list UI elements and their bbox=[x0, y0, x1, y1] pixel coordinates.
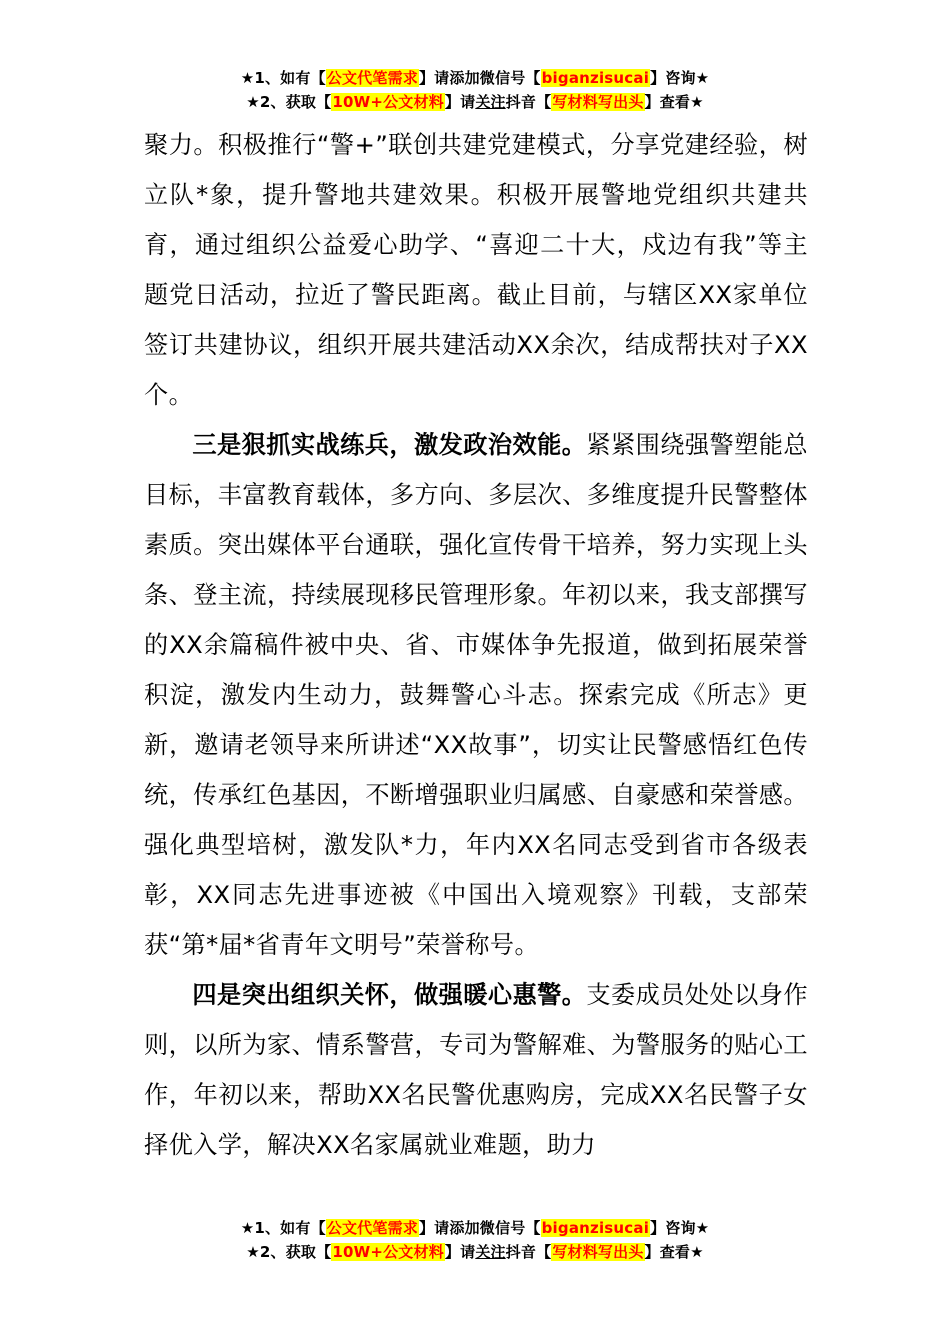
header-promo-banner bbox=[0, 66, 950, 114]
paragraph-continued: 聚力。积极推行“警+”联创共建党建模式，分享党建经验，树立队*象，提升警地共建效果。积极开展警地党组织共建共育，通过组织公益爱心助学、“喜迎二十大，戍边有我”等主题党日活动，拉近了警民距离。截止目前，与辖区XX家单位签订共建协议，组织开展共建活动XX余次，结成帮扶对子XX个。 bbox=[144, 131, 808, 409]
promo-highlight: 公文代笔需求 bbox=[326, 69, 418, 87]
promo-line-1: ★1、如有【公文代笔需求】请添加微信号【biganzisucai】咨询★ bbox=[240, 69, 710, 87]
footer-promo-banner bbox=[0, 1216, 950, 1264]
promo-highlight: 10W+公文材料 bbox=[332, 1243, 444, 1261]
paragraph-heading: 三是狠抓实战练兵，激发政治效能。 bbox=[192, 431, 587, 459]
promo-douyin-id: 写材料写出头 bbox=[552, 93, 644, 111]
promo-wechat-id: biganzisucai bbox=[541, 1219, 650, 1237]
document-body bbox=[144, 120, 808, 1170]
promo-wechat-id: biganzisucai bbox=[541, 69, 650, 87]
promo-highlight: 公文代笔需求 bbox=[326, 1219, 418, 1237]
promo-highlight: 10W+公文材料 bbox=[332, 93, 444, 111]
paragraph-heading: 四是突出组织关怀，做强暖心惠警。 bbox=[192, 981, 587, 1009]
promo-douyin-id: 写材料写出头 bbox=[552, 1243, 644, 1261]
paragraph-three: 三是狠抓实战练兵，激发政治效能。紧紧围绕强警塑能总目标，丰富教育载体，多方向、多层次、多维度提升民警整体素质。突出媒体平台通联，强化宣传骨干培养，努力实现上头条、登主流，持续展现移民管理形象。年初以来，我支部撰写的XX余篇稿件被中央、省、市媒体争先报道，做到拓展荣誉积淀，激发内生动力，鼓舞警心斗志。探索完成《所志》更新，邀请老领导来所讲述“XX故事”，切实让民警感悟红色传统，传承红色基因，不断增强职业归属感、自豪感和荣誉感。强化典型培树，激发队*力，年内XX名同志受到省市各级表彰，XX同志先进事迹被《中国出入境观察》刊载，支部荣获“第*届*省青年文明号”荣誉称号。 bbox=[144, 431, 808, 959]
promo-line-2: ★2、获取【10W+公文材料】请关注抖音【写材料写出头】查看★ bbox=[246, 1243, 704, 1261]
paragraph-four: 四是突出组织关怀，做强暖心惠警。支委成员处处以身作则，以所为家、情系警营，专司为警解难、为警服务的贴心工作，年初以来，帮助XX名民警优惠购房，完成XX名民警子女择优入学，解决XX名家属就业难题，助力 bbox=[144, 981, 808, 1159]
promo-line-2: ★2、获取【10W+公文材料】请关注抖音【写材料写出头】查看★ bbox=[246, 93, 704, 111]
promo-line-1: ★1、如有【公文代笔需求】请添加微信号【biganzisucai】咨询★ bbox=[240, 1219, 710, 1237]
